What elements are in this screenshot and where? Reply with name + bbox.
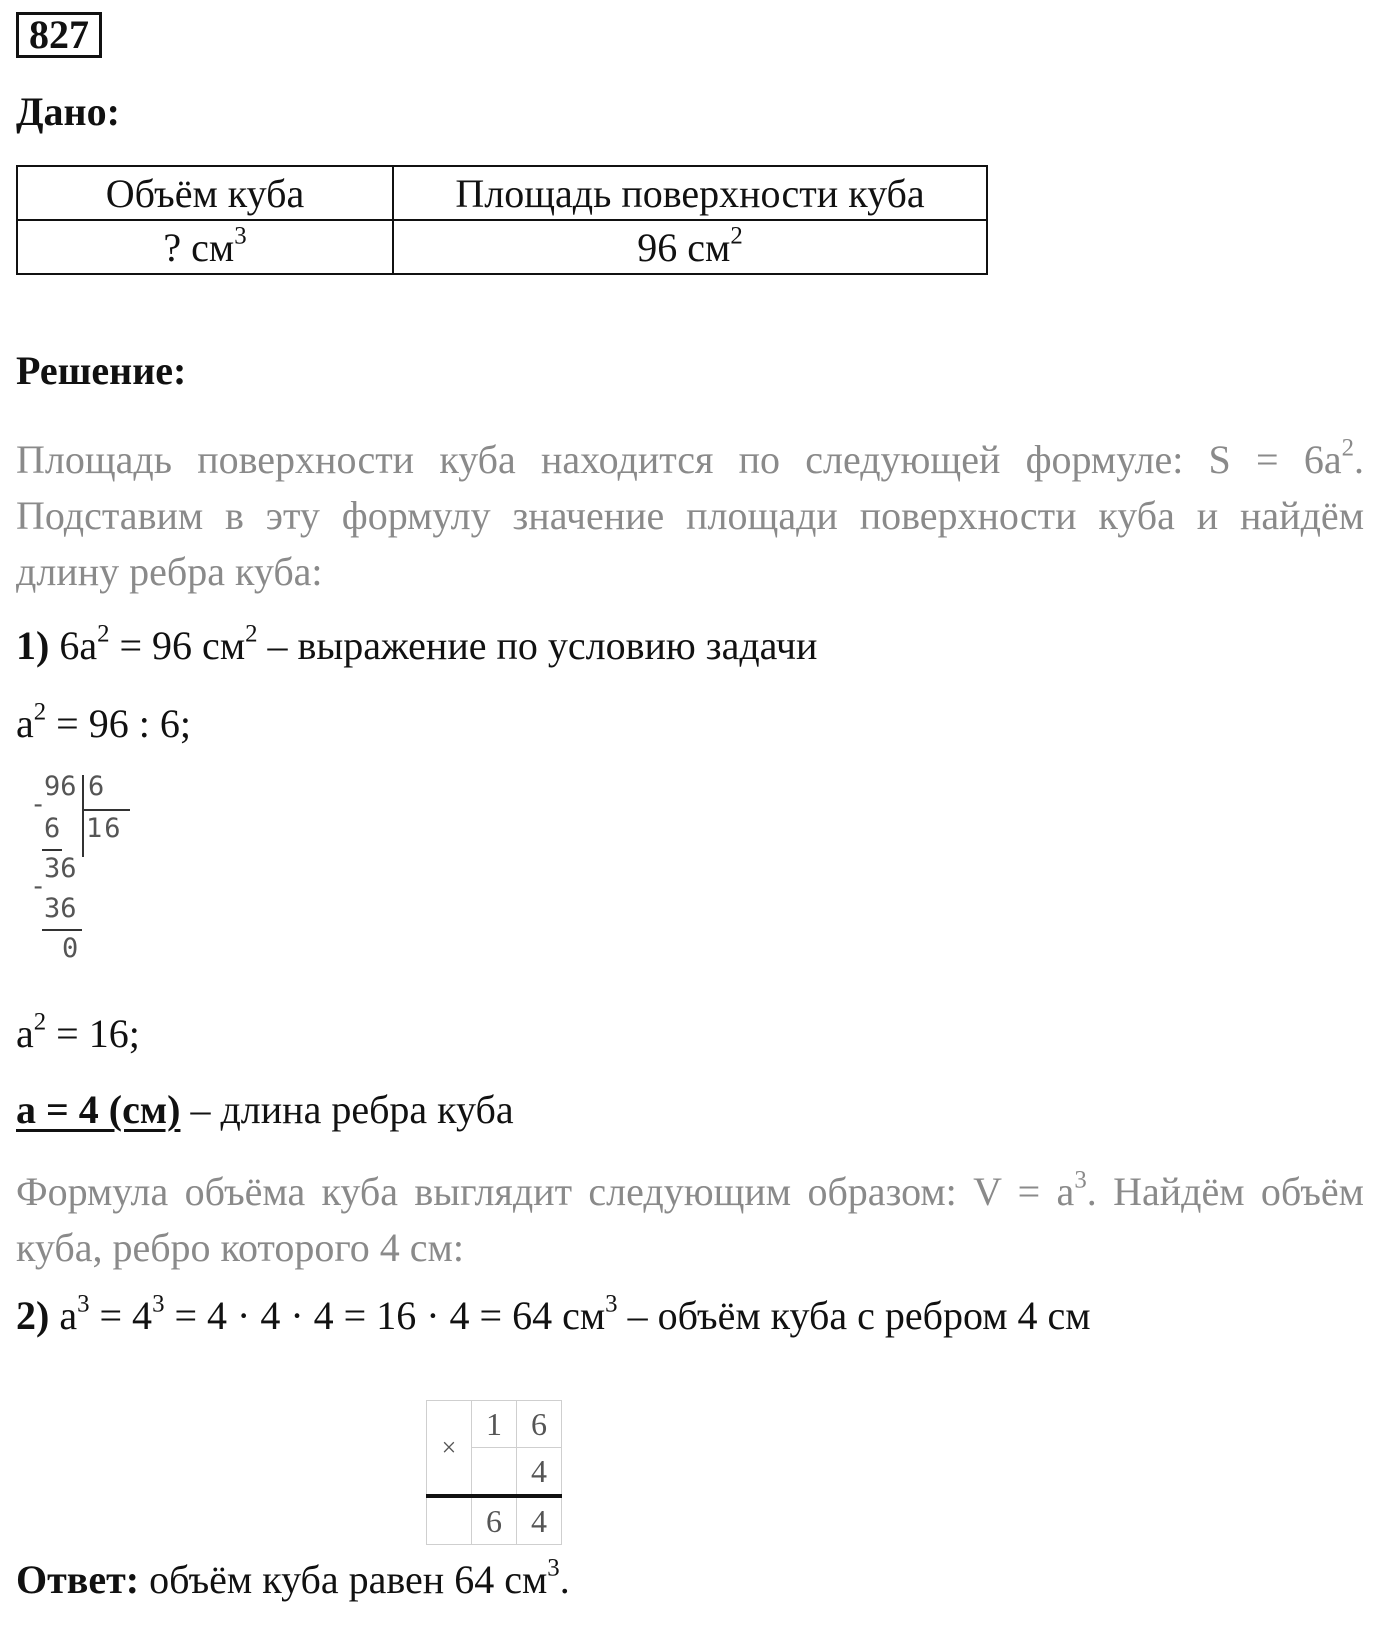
remainder-1: 36 [44,853,77,884]
mult-cell: 1 [472,1401,517,1448]
step-2: 2) $a^3 = 4^3 = 4 \cdot 4 \cdot 4 = 16 \cdot 4 = 64$ $см^3$ – объём куба с ребром 4 см [16,1290,1091,1338]
minus-sign-2: - [30,871,47,902]
problem-number: 827 [16,12,102,58]
long-division [28,771,168,995]
col1-header: Объём куба [17,166,393,220]
multiply-sign: × [427,1401,472,1497]
mult-cell: 4 [517,1496,562,1545]
col2-header: Площадь поверхности куба [393,166,987,220]
step-1: 1) $6a^2 = 96$ $см^2$ – выражение по условию задачи [16,620,818,668]
multiplication-grid [426,1400,562,1545]
mult-cell: 6 [517,1401,562,1448]
edge-result: a = 4 (см) – длина ребра куба [16,1087,514,1132]
equation-2: $a^2 = 16$; [16,1008,140,1056]
given-table [16,165,988,275]
answer: Ответ: объём куба равен 64 $см^3$. [16,1554,570,1602]
subtrahend-2: 36 [44,893,77,924]
quotient: 16 [86,813,123,844]
given-heading: Дано: [16,89,120,134]
divisor: 6 [88,771,105,802]
dividend: 96 [44,771,77,802]
col1-value: ? $см^3$ [17,220,393,274]
mult-cell: 6 [472,1496,517,1545]
equation-1: $a^2 = 96$ : 6; [16,698,191,746]
remainder-2: 0 [62,933,79,964]
subtrahend-1: 6 [44,813,61,844]
minus-sign-1: - [30,789,47,820]
mult-cell [472,1448,517,1497]
solution-paragraph-2: Формула объёма куба выглядит следующим образом: $V = a^3$. Найдём объём куба, ребро которого 4 см: [16,1166,1364,1270]
solution-heading: Решение: [16,348,187,393]
mult-cell [427,1496,472,1545]
col2-value: 96 $см^2$ [393,220,987,274]
solution-paragraph-1: Площадь поверхности куба находится по следующей формуле: $S = 6a^2$. Подставим в эту формулу значение площади поверхности куба и найдём длину ребра куба: [16,434,1364,594]
mult-cell: 4 [517,1448,562,1497]
